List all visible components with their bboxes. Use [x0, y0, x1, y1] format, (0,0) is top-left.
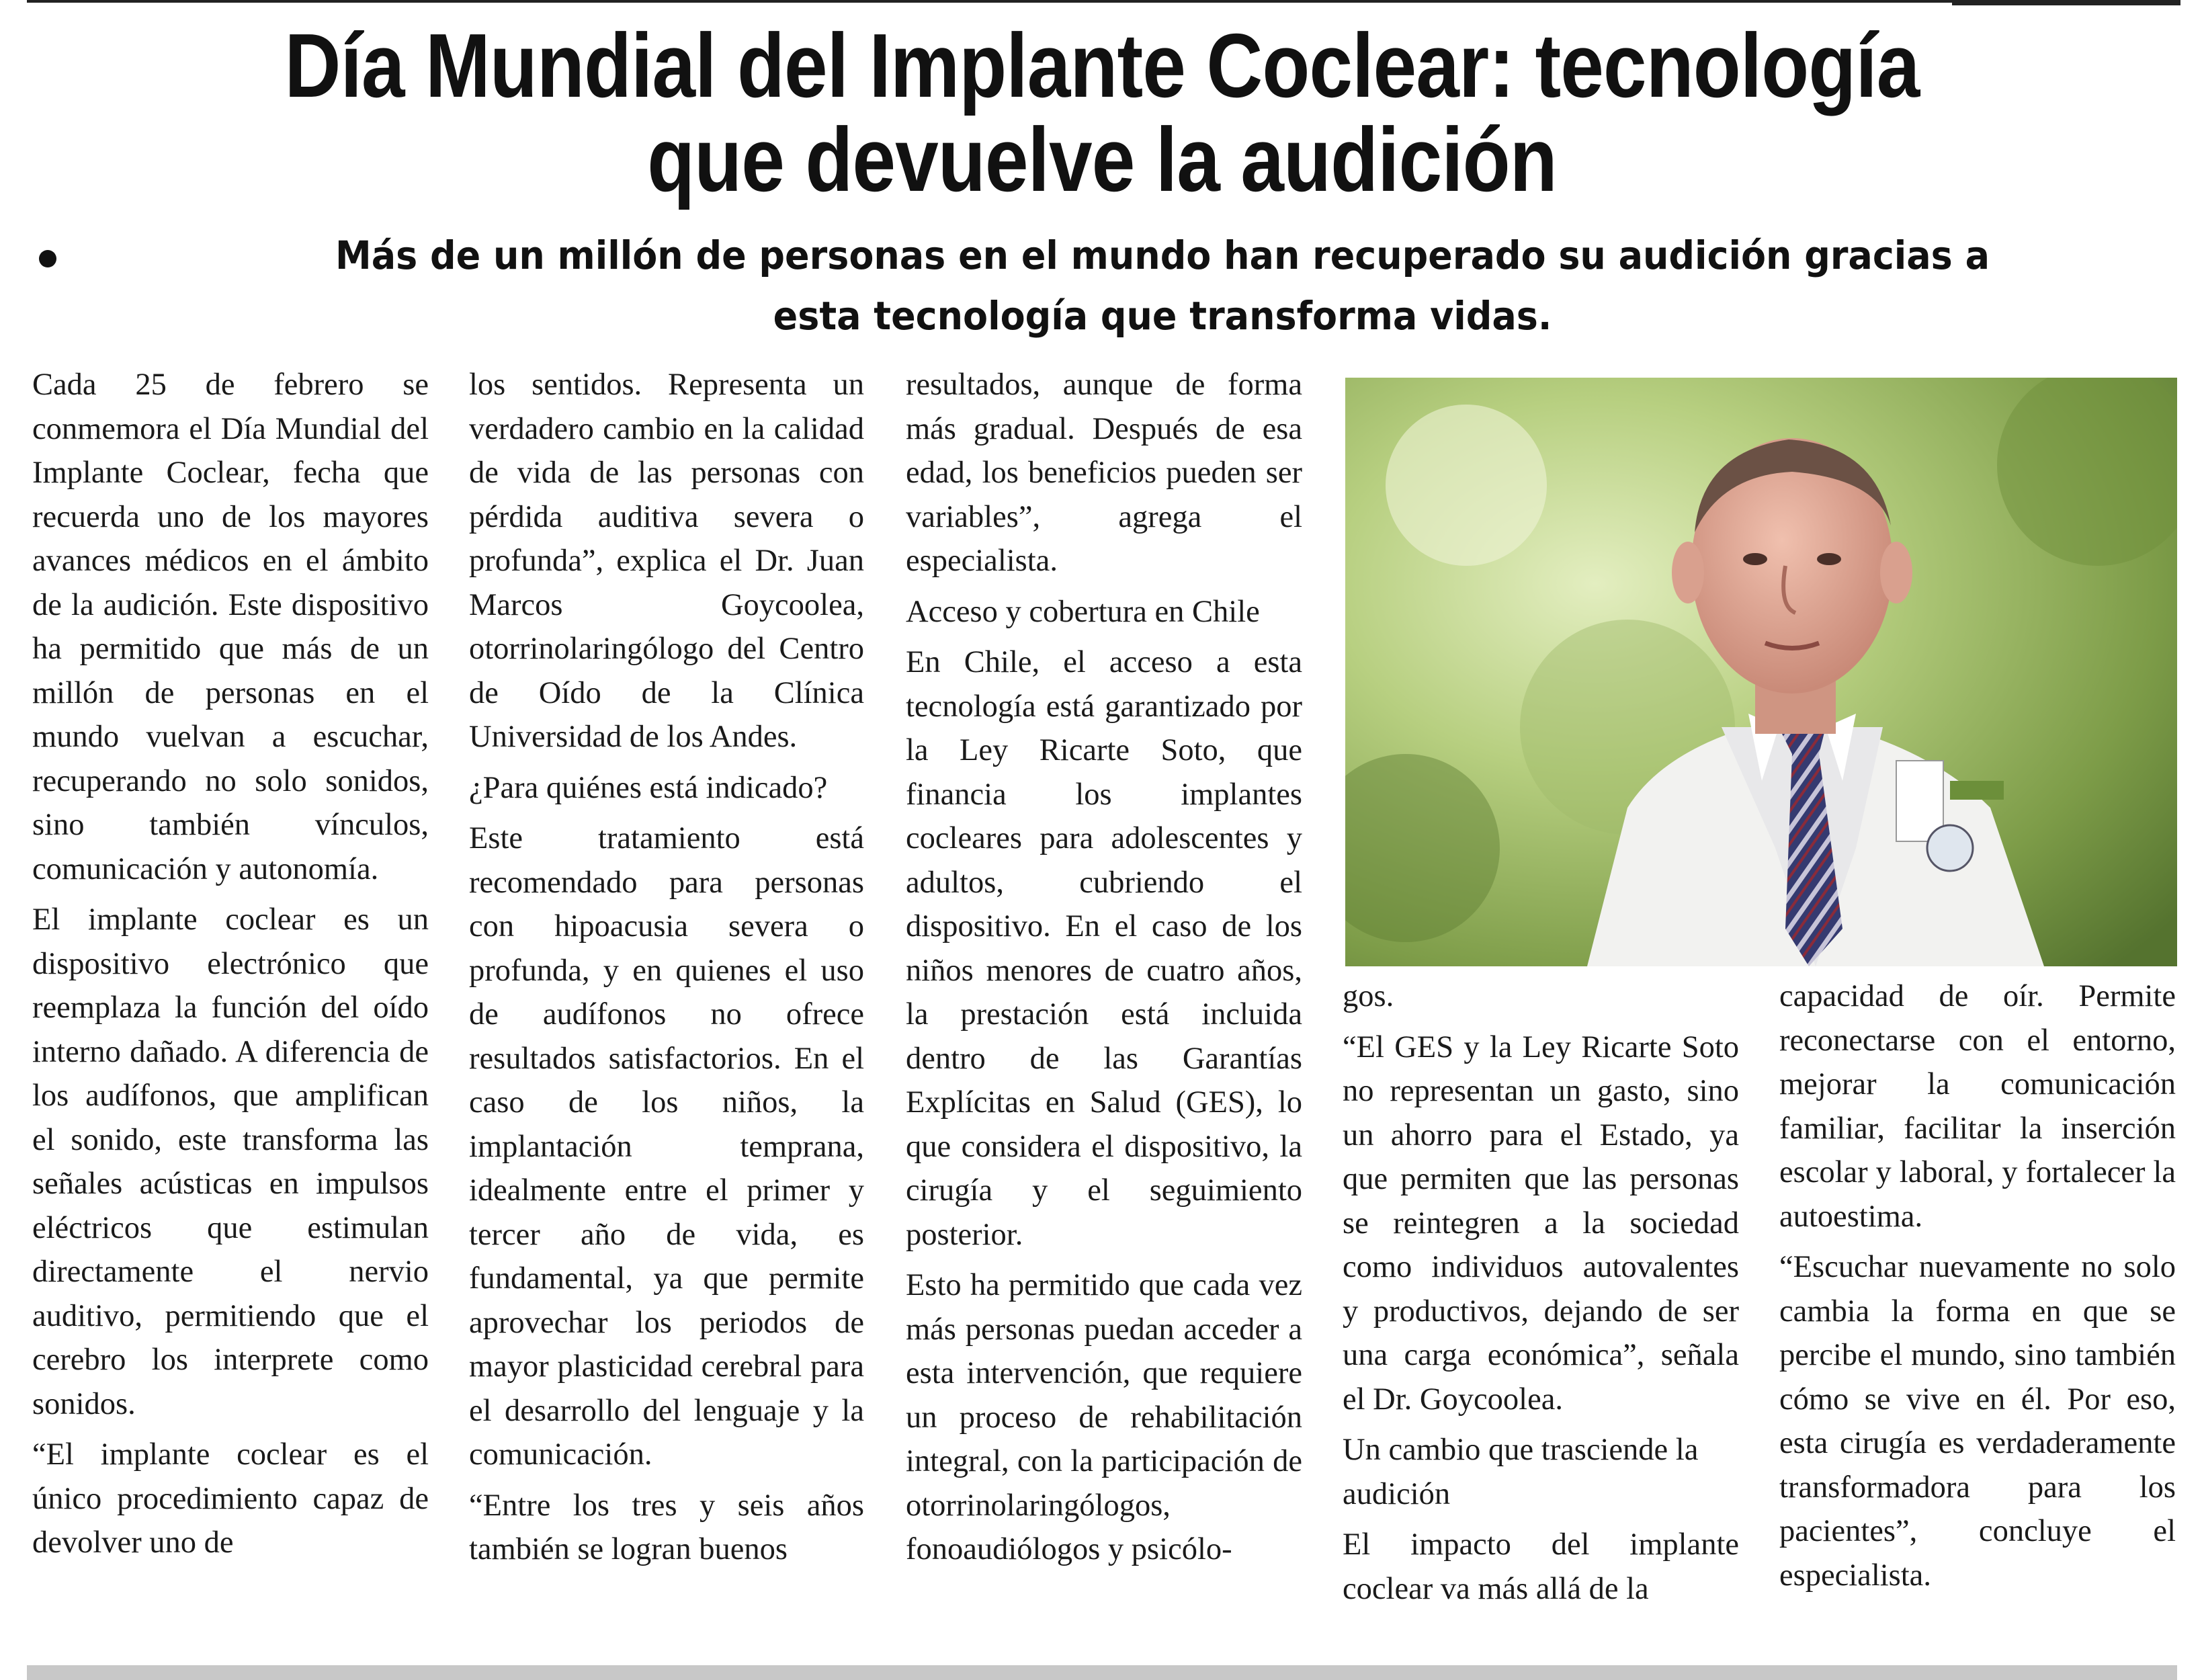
paragraph: Este tratamiento está recomendado para personas con hipoacusia severa o profunda, y en quienes el uso de audífonos no ofrece resultados satisfactorios. En el caso de los niños, la implantación temprana, idealmente entre el primer y tercer año de vida, es fundamental, ya que permite aprovechar los periodos de mayor plasticidad cerebral para el desarrollo del lenguaje y la comunicación. — [469, 821, 864, 1472]
doctor-photo — [1345, 378, 2177, 966]
paragraph: los sentidos. Representa un verdadero cambio en la calidad de vida de las personas con pérdida auditiva severa o profunda”, explica el Dr. Juan Marcos Goycoolea, otorrinolaringólogo del Centro de Oído de la Clínica Universidad de los Andes. — [469, 368, 864, 754]
paragraph: resultados, aunque de forma más gradual. Después de esa edad, los beneficios pueden ser variables”, agrega el especialista. — [906, 368, 1302, 578]
subheadline: Más de un millón de personas en el mundo han recuperado su audición gracias a esta tecnología que transforma vidas. — [335, 233, 1990, 339]
column-2 — [469, 363, 864, 1579]
column-4 — [1343, 974, 1739, 1618]
paragraph: Cada 25 de febrero se conmemora el Día Mundial del Implante Coclear, fecha que recuerda uno de los mayores avances médicos en el ámbito de la audición. Este dispositivo ha permitido que más de un millón de personas en el mundo vuelvan a escuchar, recuperando no solo sonidos, sino también vínculos, comunicación y autonomía. — [32, 368, 429, 886]
paragraph: capacidad de oír. Permite reconectarse con el entorno, mejorar la comunicación familiar, facilitar la inserción escolar y laboral, y fortalecer la autoestima. — [1779, 979, 2176, 1234]
paragraph: Esto ha permitido que cada vez más personas puedan acceder a esta intervención, que requiere un proceso de rehabilitación integral, con la participación de otorrinolaringólogos, fonoaudiólogos y psicólo- — [906, 1268, 1302, 1566]
section-heading: Acceso y cobertura en Chile — [906, 594, 1260, 629]
headline: Día Mundial del Implante Coclear: tecnología que devuelve la audición — [284, 15, 1920, 210]
section-heading: Un cambio que trasciende la audición — [1343, 1433, 1699, 1511]
section-heading: ¿Para quiénes está indicado? — [469, 770, 828, 805]
paragraph: El impacto del implante coclear va más allá de la — [1343, 1527, 1739, 1606]
paragraph: “El implante coclear es el único procedimiento capaz de devolver uno de — [32, 1437, 429, 1560]
column-1 — [32, 363, 429, 1572]
paragraph: “Escuchar nuevamente no solo cambia la forma en que se percibe el mundo, sino también cómo se vive en él. Por eso, esta cirugía es verdaderamente transformadora para los pacientes”, concluye el especialista. — [1779, 1250, 2176, 1593]
column-3 — [906, 363, 1302, 1579]
paragraph: En Chile, el acceso a esta tecnología está garantizado por la Ley Ricarte Soto, que financia los implantes cocleares para adolescentes y adultos, cubriendo el dispositivo. En el caso de los niños menores de cuatro años, la prestación está incluida dentro de las Garantías Explícitas en Salud (GES), lo que considera el dispositivo, la cirugía y el seguimiento posterior. — [906, 645, 1302, 1252]
top-rule-block — [1952, 0, 2180, 5]
paragraph: gos. — [1343, 979, 1394, 1013]
bottom-rule — [27, 1665, 2177, 1680]
paragraph: El implante coclear es un dispositivo electrónico que reemplaza la función del oído interno dañado. A diferencia de los audífonos, que amplifican el sonido, este transforma las señales acústicas en impulsos eléctricos que estimulan directamente el nervio auditivo, permitiendo que el cerebro los interprete como sonidos. — [32, 902, 429, 1421]
top-rule — [27, 0, 2177, 3]
paragraph: “Entre los tres y seis años también se logran buenos — [469, 1488, 864, 1566]
column-5 — [1779, 974, 2176, 1604]
bullet-icon — [39, 250, 56, 267]
paragraph: “El GES y la Ley Ricarte Soto no representan un gasto, sino un ahorro para el Estado, ya que permiten que las personas se reintegren a la sociedad como individuos autovalentes y productivos, dejando de ser una carga económica”, señala el Dr. Goycoolea. — [1343, 1030, 1739, 1417]
